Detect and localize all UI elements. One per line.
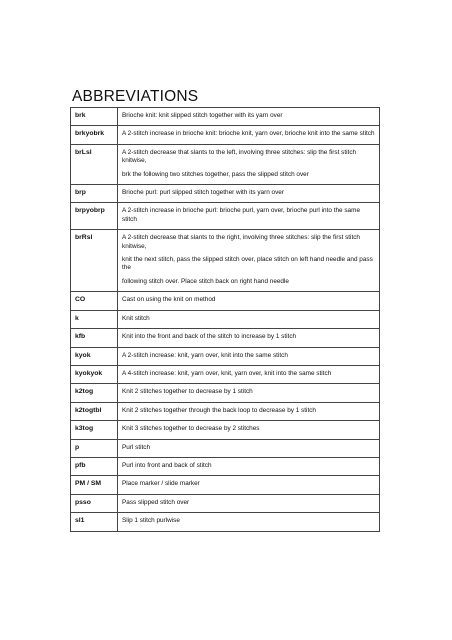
table-row <box>71 310 380 328</box>
definition-line: Cast on using the knit on method <box>122 296 216 304</box>
abbreviation-term: brp <box>71 185 118 203</box>
abbreviation-term: kyok <box>71 347 118 365</box>
abbreviation-definition <box>118 126 380 144</box>
abbreviation-term: k3tog <box>71 421 118 439</box>
table-row <box>71 457 380 475</box>
abbreviation-term: brRsl <box>71 230 118 292</box>
definition-line: brk the following two stitches together, pass the slipped stitch over <box>122 170 309 178</box>
abbreviation-term: k2togtbl <box>71 402 118 420</box>
abbreviation-term: sl1 <box>71 513 118 531</box>
abbreviation-definition <box>118 329 380 347</box>
abbreviation-term: k <box>71 310 118 328</box>
definition-line: Purl stitch <box>122 443 151 451</box>
abbreviation-term: PM / SM <box>71 476 118 494</box>
definition-line: Brioche purl: purl slipped stitch together with its yarn over <box>122 189 284 197</box>
definition-line: A 2-stitch decrease that slants to the right, involving three stitches: slip the first stitch knitwise, <box>122 234 360 250</box>
definition-line: A 4-stitch increase: knit, yarn over, knit, yarn over, knit into the same stitch <box>122 369 332 377</box>
abbreviation-term: brLsl <box>71 144 118 184</box>
abbreviation-term: CO <box>71 292 118 310</box>
abbreviation-definition <box>118 347 380 365</box>
abbreviation-term: k2tog <box>71 384 118 402</box>
abbreviation-term: p <box>71 439 118 457</box>
table-row <box>71 421 380 439</box>
definition-line: A 2-stitch increase in brioche knit: brioche knit, yarn over, brioche knit into the same stitch <box>122 130 375 138</box>
table-row <box>71 494 380 512</box>
abbreviation-definition <box>118 365 380 383</box>
abbreviations-table <box>70 107 380 532</box>
definition-line: A 2-stitch increase: knit, yarn over, knit into the same stitch <box>122 351 288 359</box>
definition-line: Slip 1 stitch purlwise <box>122 517 180 525</box>
abbreviation-definition <box>118 494 380 512</box>
abbreviations-table-body <box>71 108 380 532</box>
abbreviation-definition <box>118 108 380 126</box>
table-row <box>71 126 380 144</box>
table-row <box>71 329 380 347</box>
definition-line: A 2-stitch increase in brioche purl: brioche purl, yarn over, brioche purl into the same stitch <box>122 207 360 223</box>
definition-line: Knit 3 stitches together to decrease by 2 stitches <box>122 425 260 433</box>
definition-line: Knit stitch <box>122 314 150 322</box>
abbreviation-definition <box>118 292 380 310</box>
abbreviation-term: brk <box>71 108 118 126</box>
definition-line: Place marker / slide marker <box>122 480 200 488</box>
abbreviation-definition <box>118 513 380 531</box>
table-row <box>71 384 380 402</box>
definition-line: following stitch over. Place stitch back on right hand needle <box>122 277 289 285</box>
definition-line: knit the next stitch, pass the slipped stitch over, place stitch on left hand needle and pass the <box>122 256 373 272</box>
definition-line: Purl into front and back of stitch <box>122 461 212 469</box>
abbreviation-term: psso <box>71 494 118 512</box>
abbreviation-term: pfb <box>71 457 118 475</box>
abbreviation-definition <box>118 384 380 402</box>
table-row <box>71 108 380 126</box>
abbreviation-definition <box>118 457 380 475</box>
table-row <box>71 144 380 184</box>
table-row <box>71 292 380 310</box>
abbreviation-term: kfb <box>71 329 118 347</box>
definition-line: Knit 2 stitches together through the back loop to decrease by 1 stitch <box>122 406 316 414</box>
abbreviation-term: brpyobrp <box>71 203 118 230</box>
definition-line: Knit into the front and back of the stitch to increase by 1 stitch <box>122 333 297 341</box>
table-row <box>71 230 380 292</box>
page-title: ABBREVIATIONS <box>72 88 199 105</box>
abbreviation-definition <box>118 476 380 494</box>
table-row <box>71 203 380 230</box>
abbreviation-definition <box>118 439 380 457</box>
definition-line: Brioche knit: knit slipped stitch together with its yarn over <box>122 112 283 119</box>
abbreviation-term: kyokyok <box>71 365 118 383</box>
abbreviation-definition <box>118 421 380 439</box>
table-row <box>71 185 380 203</box>
abbreviation-definition <box>118 203 380 230</box>
table-row <box>71 347 380 365</box>
definition-line: Knit 2 stitches together to decrease by 1 stitch <box>122 388 253 396</box>
abbreviation-definition <box>118 144 380 184</box>
table-row <box>71 402 380 420</box>
abbreviation-term: brkyobrk <box>71 126 118 144</box>
table-row <box>71 476 380 494</box>
definition-line: Pass slipped stitch over <box>122 498 190 506</box>
table-row <box>71 513 380 531</box>
table-row <box>71 439 380 457</box>
abbreviation-definition <box>118 310 380 328</box>
definition-line: A 2-stitch decrease that slants to the left, involving three stitches: slip the first stitch knitwise, <box>122 148 357 165</box>
table-row <box>71 365 380 383</box>
abbreviation-definition <box>118 402 380 420</box>
abbreviation-definition <box>118 185 380 203</box>
abbreviation-definition <box>118 230 380 292</box>
